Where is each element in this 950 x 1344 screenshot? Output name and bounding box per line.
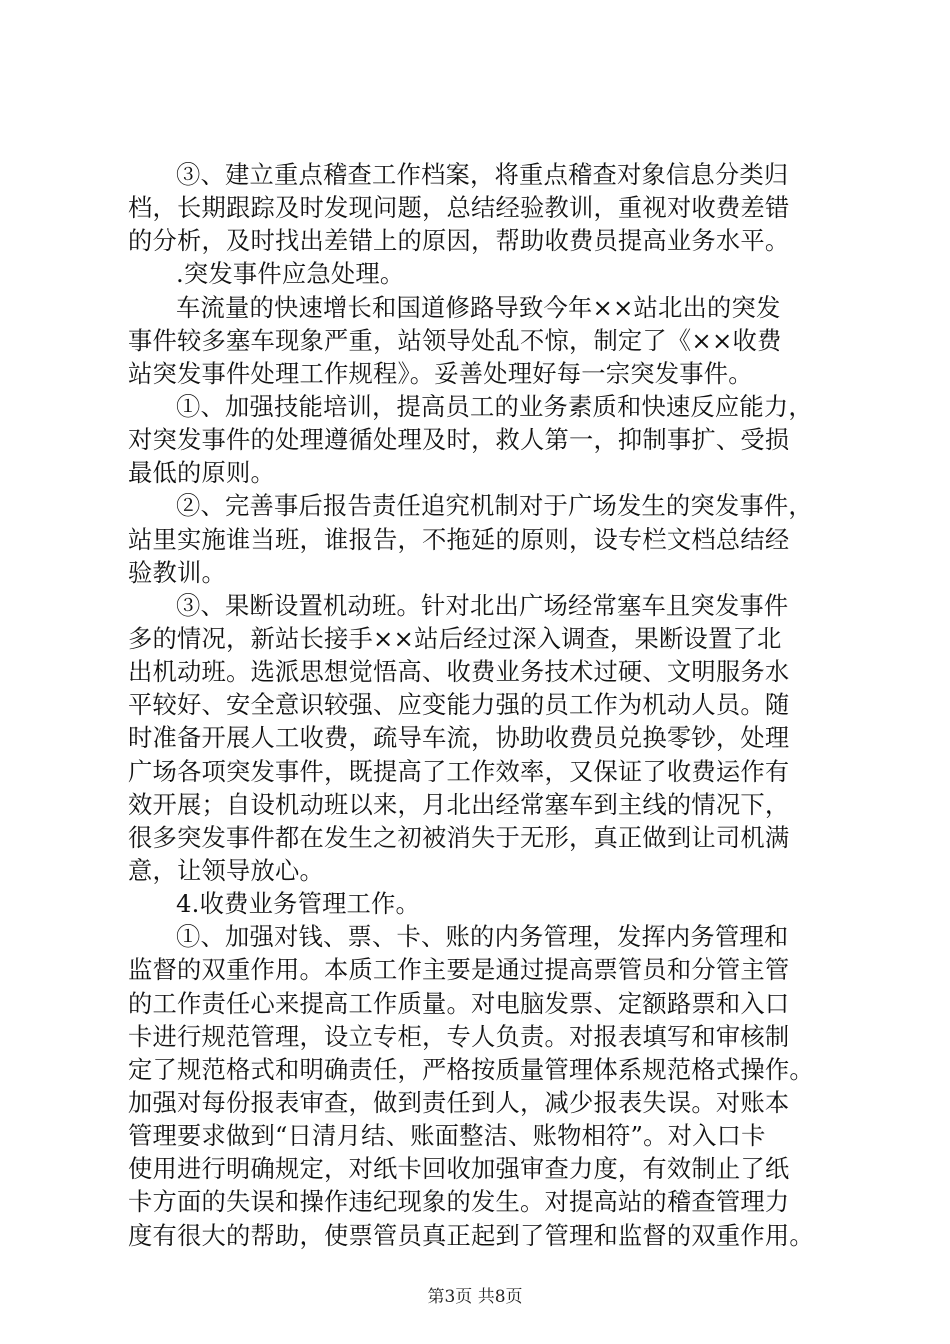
text-line: 车流量的快速增长和国道修路导致今年××站北出的突发 — [176, 292, 781, 322]
text-line: 管理要求做到“日清月结、账面整洁、账物相符”。对入口卡 — [128, 1121, 766, 1151]
page-number-footer: 第3页 共8页 — [427, 1287, 523, 1307]
text-line: ③、果断设置机动班。针对北出广场经常塞车且突发事件 — [176, 590, 789, 620]
text-line: 的分析，及时找出差错上的原因，帮助收费员提高业务水平。 — [128, 226, 790, 256]
text-line: 广场各项突发事件，既提高了工作效率，又保证了收费运作有 — [128, 756, 790, 786]
text-line: 验教训。 — [128, 557, 226, 587]
document-body — [128, 158, 848, 1252]
text-line: ①、加强技能培训，提高员工的业务素质和快速反应能力， — [176, 391, 813, 421]
text-line: 4.收费业务管理工作。 — [176, 889, 421, 919]
text-line: 时准备开展人工收费，疏导车流，协助收费员兑换零钞，处理 — [128, 723, 790, 753]
text-line: 卡进行规范管理，设立专柜，专人负责。对报表填写和审核制 — [128, 1021, 790, 1051]
text-line: 加强对每份报表审查，做到责任到人，减少报表失误。对账本 — [128, 1087, 790, 1117]
text-line: 站突发事件处理工作规程》。妥善处理好每一宗突发事件。 — [128, 358, 753, 388]
text-line: ②、完善事后报告责任追究机制对于广场发生的突发事件， — [176, 491, 813, 521]
text-line: 档，长期跟踪及时发现问题，总结经验教训，重视对收费差错 — [128, 193, 790, 223]
text-line: 事件较多塞车现象严重，站领导处乱不惊，制定了《××收费 — [128, 325, 782, 355]
text-line: 意，让领导放心。 — [128, 855, 324, 885]
text-line: 定了规范格式和明确责任，严格按质量管理体系规范格式操作。 — [128, 1054, 814, 1084]
text-line: 使用进行明确规定，对纸卡回收加强审查力度，有效制止了纸 — [128, 1154, 790, 1184]
text-line: 最低的原则。 — [128, 458, 275, 488]
text-line: 站里实施谁当班，谁报告，不拖延的原则，设专栏文档总结经 — [128, 524, 790, 554]
text-line: 很多突发事件都在发生之初被消失于无形，真正做到让司机满 — [128, 822, 790, 852]
text-line: ③、建立重点稽查工作档案，将重点稽查对象信息分类归 — [176, 160, 789, 189]
text-line: 平较好、安全意识较强、应变能力强的员工作为机动人员。随 — [128, 690, 790, 720]
text-line: ①、加强对钱、票、卡、账的内务管理，发挥内务管理和 — [176, 922, 789, 952]
text-line: .突发事件应急处理。 — [176, 259, 405, 289]
text-line: 效开展；自设机动班以来，月北出经常塞车到主线的情况下， — [128, 789, 790, 819]
text-line: 多的情况，新站长接手××站后经过深入调查，果断设置了北 — [128, 623, 782, 653]
text-line: 对突发事件的处理遵循处理及时，救人第一，抑制事扩、受损 — [128, 425, 790, 455]
text-line: 卡方面的失误和操作违纪现象的发生。对提高站的稽查管理力 — [128, 1187, 790, 1217]
text-line: 出机动班。选派思想觉悟高、收费业务技术过硬、文明服务水 — [128, 657, 790, 687]
text-line: 监督的双重作用。本质工作主要是通过提高票管员和分管主管 — [128, 955, 790, 985]
text-line: 的工作责任心来提高工作质量。对电脑发票、定额路票和入口 — [128, 988, 790, 1018]
text-line: 度有很大的帮助，使票管员真正起到了管理和监督的双重作用。 — [128, 1220, 814, 1250]
